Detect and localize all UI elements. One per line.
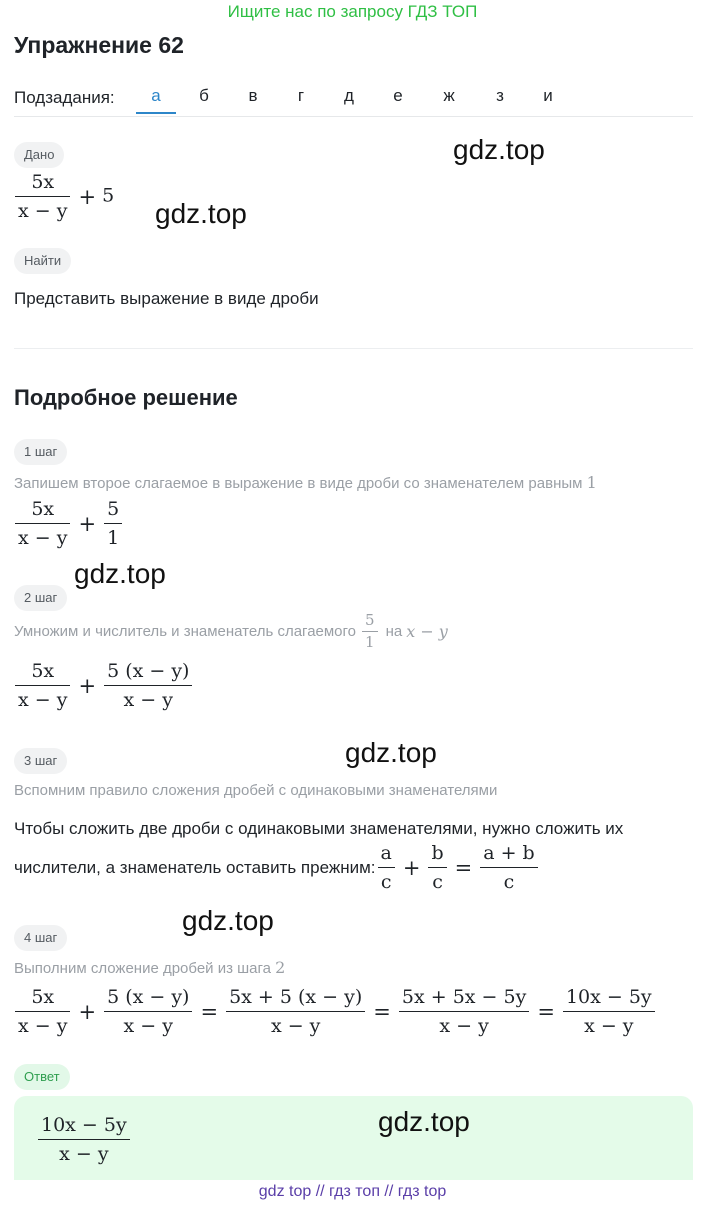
tab-subtask-zh[interactable]: ж (443, 86, 455, 105)
given-badge: Дано (14, 142, 64, 168)
tab-subtask-b[interactable]: б (199, 86, 209, 105)
tab-subtask-g[interactable]: г (297, 86, 305, 105)
step-2-badge: 2 шаг (14, 585, 67, 611)
step-4-badge: 4 шаг (14, 925, 67, 951)
tab-subtask-i[interactable]: и (543, 86, 553, 105)
step-3-caption: Вспомним правило сложения дробей с одинаковыми знаменателями (14, 782, 498, 799)
find-text: Представить выражение в виде дроби (14, 289, 319, 308)
step-4-expression: $\frac{5x}{x - y}$ + $\frac{5 (x - y)}{x - y}$ = $\frac{5x + 5 (x - y)}{x - y}$ = $\frac{5x + 5x - 5y}{x - y}$ = $\frac{10x - 5y}{x - y}$ (13, 985, 657, 1038)
step-3-badge: 3 шаг (14, 748, 67, 774)
step-4-caption: Выполним сложение дробей из шага 2 (14, 958, 286, 977)
find-badge: Найти (14, 248, 71, 274)
step-1-expression: $\frac{5x}{x - y}$ + $\frac{5}{1}$ (13, 497, 124, 550)
subtasks-label: Подзадания: (14, 88, 115, 107)
section-divider (14, 348, 693, 349)
tabs-divider (14, 116, 693, 117)
tab-subtask-e[interactable]: е (393, 86, 403, 105)
promo-banner[interactable]: Ищите нас по запросу ГДЗ ТОП (227, 2, 478, 21)
tab-subtask-d[interactable]: д (344, 86, 354, 105)
solution-title: Подробное решение (14, 385, 238, 410)
step-1-badge: 1 шаг (14, 439, 67, 465)
page-title: Упражнение 62 (14, 32, 184, 58)
answer-expression: $\frac{10x - 5y}{x - y}$ (36, 1113, 132, 1166)
watermark: gdz.top (453, 134, 545, 165)
step-3-rule-line: числители, а знаменатель оставить прежним: $\frac{a}{c}$ + $\frac{b}{c}$ = $\frac{a + b}{c}$ (14, 841, 540, 894)
watermark: gdz.top (155, 198, 247, 229)
tab-subtask-v[interactable]: в (248, 86, 258, 105)
tab-subtask-a[interactable]: а (151, 86, 161, 105)
step-3-rule-text: Чтобы сложить две дроби с одинаковыми знаменателями, нужно сложить их (14, 819, 624, 838)
answer-badge: Ответ (14, 1064, 70, 1090)
watermark: gdz.top (182, 905, 274, 936)
step-2-expression: $\frac{5x}{x - y}$ + $\frac{5 (x - y)}{x - y}$ (13, 659, 194, 712)
given-expression: $\frac{5x}{x - y}$ + 5 (13, 170, 114, 223)
step-1-caption: Запишем второе слагаемое в выражение в виде дроби со знаменателем равным 1 (14, 473, 597, 492)
footer-links[interactable]: gdz top // гдз топ // гдз top (258, 1183, 447, 1200)
active-tab-indicator (136, 112, 176, 114)
watermark: gdz.top (378, 1106, 470, 1137)
step-2-caption: Умножим и числитель и знаменатель слагаемого $\frac{5}{1}$ на x − y (14, 611, 448, 651)
watermark: gdz.top (345, 737, 437, 768)
watermark: gdz.top (74, 558, 166, 589)
tab-subtask-z[interactable]: з (496, 86, 504, 105)
